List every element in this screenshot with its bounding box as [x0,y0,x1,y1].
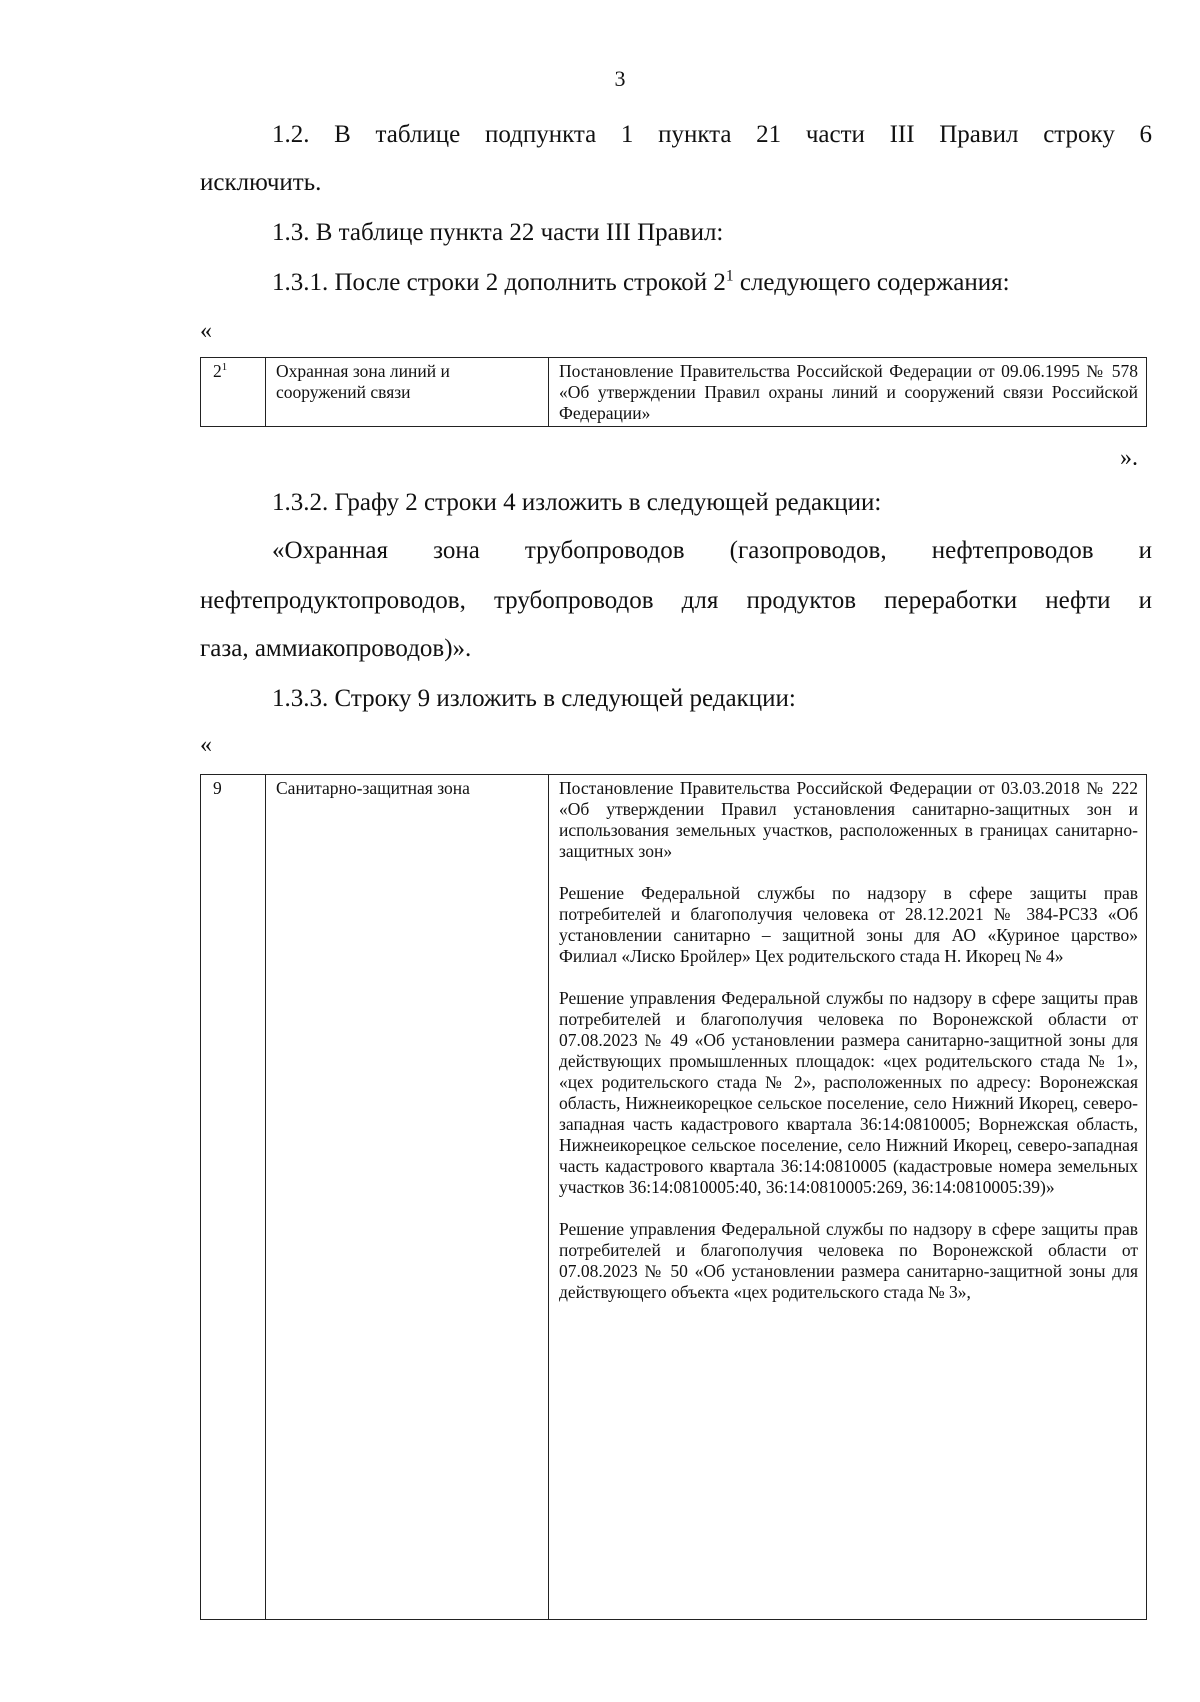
legal-document-1: Постановление Правительства Российской Федерации от 03.03.2018 № 222 «Об утверждении Правил установления санитарно-защитных зон и использования земельных участков, расположенных в границах санитарно-защитных зон» [559,778,1138,861]
table-cell-zone-name [266,358,549,427]
table-bottom-border [200,1619,1146,1620]
paragraph-1-3-3: 1.3.3. Строку 9 изложить в следующей редакции: [272,685,796,712]
table-row-2-1 [200,357,1147,427]
paragraph-1-2-line-1: 1.2. В таблице подпункта 1 пункта 21 части III Правил строку 6 [272,121,1152,148]
close-quote-1: ». [1120,445,1138,471]
paragraph-1-3-1-text-b: следующего содержания: [733,269,1010,296]
table-cell-number [201,358,266,427]
legal-document-3: Решение управления Федеральной службы по надзору в сфере защиты прав потребителей и благополучия человека по Воронежской области от 07.08.2023 № 49 «Об установлении размера санитарно-защитной зоны для действующих промышленных площадок: «цех родительского стада № 1», «цех родительского стада № 2», расположенных по адресу: Воронежская область, Нижнеикорецкое сельское поселение, село Нижний Икорец, северо-западная часть кадастрового квартала 36:14:0810005; Ворнежская область, Нижнеикорецкое сельское поселение, село Нижний Икорец, северо-западная часть кадастрового квартала 36:14:0810005 (кадастровые номера земельных участков 36:14:0810005:40, 36:14:0810005:269, 36:14:0810005:39)» [559,988,1138,1197]
zone-name: Охранная зона линий и сооружений связи [276,361,450,402]
quote-line-1: «Охранная зона трубопроводов (газопроводов, нефтепроводов и [272,537,1152,564]
table-cell-legal-document [549,358,1147,427]
table-row-9 [200,774,1147,1620]
paragraph-1-3-1 [272,268,1010,298]
open-quote-2: « [200,732,212,758]
table-row [201,358,1147,427]
table-cell-legal-documents [549,775,1147,1621]
page-number: 3 [614,66,626,91]
paragraph-1-3: 1.3. В таблице пункта 22 части III Правил: [272,219,724,246]
quote-line-3: газа, аммиакопроводов)». [200,635,472,662]
table-cell-zone-name [266,775,549,1621]
paragraph-1-3-1-superscript: 1 [725,267,734,285]
open-quote-1: « [200,318,212,344]
table-cell-number [201,775,266,1621]
paragraph-1-2-line-2: исключить. [200,169,322,196]
table-row-9-wrapper [200,774,1150,1620]
legal-document-2: Решение Федеральной службы по надзору в сфере защиты прав потребителей и благополучия человека от 28.12.2021 № 384-РСЗЗ «Об установлении санитарно – защитной зоны для АО «Куриное царство» Филиал «Лиско Бройлер» Цех родительского стада Н. Икорец № 4» [559,883,1138,966]
paragraph-1-3-1-text-a: 1.3.1. После строки 2 дополнить строкой 2 [272,269,726,296]
legal-document: Постановление Правительства Российской Федерации от 09.06.1995 № 578 «Об утверждении Правил охраны линий и сооружений связи Российской Федерации» [559,361,1138,423]
table-row [201,775,1147,1621]
paragraph-1-3-2: 1.3.2. Графу 2 строки 4 изложить в следующей редакции: [272,489,882,516]
quote-line-2: нефтепродуктопроводов, трубопроводов для продуктов переработки нефти и [200,587,1152,614]
row-number-superscript: 1 [221,361,228,374]
row-number: 2 [213,361,222,381]
legal-document-4: Решение управления Федеральной службы по надзору в сфере защиты прав потребителей и благополучия человека по Воронежской области от 07.08.2023 № 50 «Об установлении размера санитарно-защитной зоны для действующего объекта «цех родительского стада № 3», [559,1219,1138,1302]
zone-name: Санитарно-защитная зона [276,778,470,798]
row-number: 9 [213,778,222,798]
